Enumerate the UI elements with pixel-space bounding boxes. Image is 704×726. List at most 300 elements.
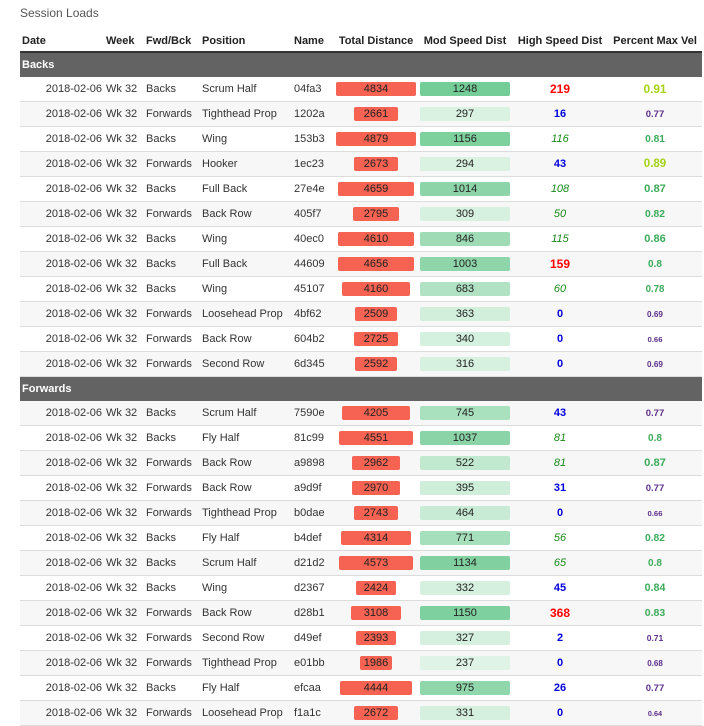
cell-high-speed-dist: 0 <box>512 302 608 327</box>
cell-mod-speed-dist <box>418 626 512 651</box>
cell-position: Second Row <box>200 352 292 377</box>
cell-name: 45107 <box>292 277 334 302</box>
cell-name: e01bb <box>292 651 334 676</box>
cell-high-speed-dist: 81 <box>512 451 608 476</box>
cell-mod-speed-dist <box>418 526 512 551</box>
cell-fwd-bck: Backs <box>144 77 200 102</box>
cell-position: Full Back <box>200 177 292 202</box>
cell-name: d21d2 <box>292 551 334 576</box>
mod-speed-dist-bar: 1134 <box>420 556 510 570</box>
cell-name: d49ef <box>292 626 334 651</box>
table-row[interactable] <box>20 426 702 451</box>
cell-week: Wk 32 <box>104 202 144 227</box>
cell-total-distance <box>334 152 418 177</box>
cell-name: 604b2 <box>292 327 334 352</box>
cell-week: Wk 32 <box>104 426 144 451</box>
cell-date: 2018-02-06 <box>20 302 104 327</box>
cell-mod-speed-dist <box>418 227 512 252</box>
cell-percent-max-vel: 0.82 <box>608 202 702 227</box>
total-distance-bar: 4834 <box>336 82 415 96</box>
cell-mod-speed-dist <box>418 501 512 526</box>
table-row[interactable] <box>20 127 702 152</box>
cell-fwd-bck: Backs <box>144 252 200 277</box>
cell-high-speed-dist: 159 <box>512 252 608 277</box>
total-distance-bar: 4160 <box>342 282 410 296</box>
table-row[interactable] <box>20 476 702 501</box>
column-header-high-speed-dist[interactable]: High Speed Dist <box>512 30 608 52</box>
column-header-date[interactable]: Date <box>20 30 104 52</box>
cell-date: 2018-02-06 <box>20 327 104 352</box>
cell-total-distance <box>334 601 418 626</box>
cell-total-distance <box>334 102 418 127</box>
cell-mod-speed-dist <box>418 551 512 576</box>
total-distance-bar: 2743 <box>354 506 399 520</box>
cell-percent-max-vel: 0.8 <box>608 551 702 576</box>
cell-week: Wk 32 <box>104 302 144 327</box>
group-label: Forwards <box>20 377 702 402</box>
cell-mod-speed-dist <box>418 401 512 426</box>
cell-name: 4bf62 <box>292 302 334 327</box>
cell-week: Wk 32 <box>104 352 144 377</box>
total-distance-bar: 2673 <box>354 157 398 171</box>
cell-fwd-bck: Backs <box>144 227 200 252</box>
cell-percent-max-vel: 0.68 <box>608 651 702 676</box>
cell-position: Wing <box>200 576 292 601</box>
mod-speed-dist-bar: 340 <box>420 332 510 346</box>
total-distance-bar: 2970 <box>352 481 401 495</box>
cell-date: 2018-02-06 <box>20 451 104 476</box>
column-header-fwd-bck[interactable]: Fwd/Bck <box>144 30 200 52</box>
mod-speed-dist-bar: 464 <box>420 506 510 520</box>
cell-high-speed-dist: 219 <box>512 77 608 102</box>
cell-week: Wk 32 <box>104 676 144 701</box>
mod-speed-dist-bar: 1037 <box>420 431 510 445</box>
cell-position: Back Row <box>200 202 292 227</box>
cell-position: Scrum Half <box>200 77 292 102</box>
table-row[interactable] <box>20 501 702 526</box>
total-distance-bar: 4314 <box>341 531 412 545</box>
cell-week: Wk 32 <box>104 152 144 177</box>
cell-position: Scrum Half <box>200 401 292 426</box>
cell-total-distance <box>334 626 418 651</box>
group-label: Backs <box>20 52 702 77</box>
cell-week: Wk 32 <box>104 277 144 302</box>
total-distance-bar: 2393 <box>356 631 395 645</box>
mod-speed-dist-bar: 846 <box>420 232 510 246</box>
total-distance-bar: 2962 <box>352 456 401 470</box>
cell-fwd-bck: Forwards <box>144 152 200 177</box>
cell-percent-max-vel: 0.87 <box>608 177 702 202</box>
cell-week: Wk 32 <box>104 177 144 202</box>
group-header-row <box>20 377 702 402</box>
total-distance-bar: 4551 <box>339 431 414 445</box>
cell-total-distance <box>334 352 418 377</box>
cell-date: 2018-02-06 <box>20 626 104 651</box>
cell-date: 2018-02-06 <box>20 551 104 576</box>
cell-name: f1a1c <box>292 701 334 726</box>
cell-mod-speed-dist <box>418 302 512 327</box>
table-row[interactable] <box>20 626 702 651</box>
cell-total-distance <box>334 451 418 476</box>
cell-name: 153b3 <box>292 127 334 152</box>
total-distance-bar: 2795 <box>353 207 399 221</box>
cell-total-distance <box>334 227 418 252</box>
table-row[interactable] <box>20 526 702 551</box>
cell-percent-max-vel: 0.82 <box>608 526 702 551</box>
cell-week: Wk 32 <box>104 651 144 676</box>
cell-position: Tighthead Prop <box>200 501 292 526</box>
table-row[interactable] <box>20 651 702 676</box>
mod-speed-dist-bar: 316 <box>420 357 510 371</box>
cell-week: Wk 32 <box>104 701 144 726</box>
cell-total-distance <box>334 501 418 526</box>
cell-position: Loosehead Prop <box>200 701 292 726</box>
cell-mod-speed-dist <box>418 601 512 626</box>
cell-fwd-bck: Forwards <box>144 102 200 127</box>
mod-speed-dist-bar: 332 <box>420 581 510 595</box>
table-row[interactable] <box>20 327 702 352</box>
cell-percent-max-vel: 0.81 <box>608 127 702 152</box>
cell-name: a9d9f <box>292 476 334 501</box>
cell-date: 2018-02-06 <box>20 576 104 601</box>
cell-high-speed-dist: 43 <box>512 152 608 177</box>
cell-percent-max-vel: 0.69 <box>608 352 702 377</box>
cell-date: 2018-02-06 <box>20 426 104 451</box>
cell-fwd-bck: Backs <box>144 576 200 601</box>
mod-speed-dist-bar: 309 <box>420 207 510 221</box>
cell-name: 27e4e <box>292 177 334 202</box>
cell-percent-max-vel: 0.69 <box>608 302 702 327</box>
cell-fwd-bck: Forwards <box>144 501 200 526</box>
cell-percent-max-vel: 0.78 <box>608 277 702 302</box>
cell-fwd-bck: Forwards <box>144 476 200 501</box>
mod-speed-dist-bar: 327 <box>420 631 510 645</box>
mod-speed-dist-bar: 522 <box>420 456 510 470</box>
cell-high-speed-dist: 65 <box>512 551 608 576</box>
cell-mod-speed-dist <box>418 252 512 277</box>
cell-percent-max-vel: 0.71 <box>608 626 702 651</box>
mod-speed-dist-bar: 1150 <box>420 606 510 620</box>
cell-total-distance <box>334 426 418 451</box>
table-row[interactable] <box>20 152 702 177</box>
cell-name: 1202a <box>292 102 334 127</box>
cell-week: Wk 32 <box>104 601 144 626</box>
cell-date: 2018-02-06 <box>20 227 104 252</box>
cell-name: 405f7 <box>292 202 334 227</box>
mod-speed-dist-bar: 975 <box>420 681 510 695</box>
cell-week: Wk 32 <box>104 401 144 426</box>
table-row[interactable] <box>20 202 702 227</box>
cell-week: Wk 32 <box>104 551 144 576</box>
cell-high-speed-dist: 368 <box>512 601 608 626</box>
total-distance-bar: 4659 <box>338 182 414 196</box>
cell-percent-max-vel: 0.77 <box>608 401 702 426</box>
column-header-total-distance[interactable]: Total Distance <box>334 30 418 52</box>
cell-fwd-bck: Forwards <box>144 451 200 476</box>
cell-week: Wk 32 <box>104 451 144 476</box>
cell-week: Wk 32 <box>104 327 144 352</box>
cell-position: Fly Half <box>200 426 292 451</box>
cell-week: Wk 32 <box>104 526 144 551</box>
total-distance-bar: 2661 <box>354 107 398 121</box>
cell-fwd-bck: Backs <box>144 127 200 152</box>
cell-total-distance <box>334 676 418 701</box>
cell-date: 2018-02-06 <box>20 352 104 377</box>
table-row[interactable] <box>20 352 702 377</box>
cell-percent-max-vel: 0.77 <box>608 102 702 127</box>
cell-name: b0dae <box>292 501 334 526</box>
cell-total-distance <box>334 252 418 277</box>
cell-percent-max-vel: 0.8 <box>608 426 702 451</box>
cell-position: Back Row <box>200 601 292 626</box>
cell-mod-speed-dist <box>418 277 512 302</box>
mod-speed-dist-bar: 363 <box>420 307 510 321</box>
cell-fwd-bck: Forwards <box>144 352 200 377</box>
table-row[interactable] <box>20 227 702 252</box>
total-distance-bar: 2509 <box>355 307 396 321</box>
cell-fwd-bck: Backs <box>144 277 200 302</box>
cell-fwd-bck: Forwards <box>144 651 200 676</box>
cell-high-speed-dist: 60 <box>512 277 608 302</box>
cell-total-distance <box>334 476 418 501</box>
cell-week: Wk 32 <box>104 252 144 277</box>
cell-position: Hooker <box>200 152 292 177</box>
cell-mod-speed-dist <box>418 352 512 377</box>
cell-percent-max-vel: 0.89 <box>608 152 702 177</box>
cell-total-distance <box>334 526 418 551</box>
total-distance-bar: 2672 <box>354 706 398 720</box>
cell-date: 2018-02-06 <box>20 676 104 701</box>
cell-percent-max-vel: 0.64 <box>608 701 702 726</box>
cell-week: Wk 32 <box>104 77 144 102</box>
page-title: Session Loads <box>20 6 99 20</box>
mod-speed-dist-bar: 1156 <box>420 132 510 146</box>
column-header-week[interactable]: Week <box>104 30 144 52</box>
column-header-mod-speed-dist[interactable]: Mod Speed Dist <box>418 30 512 52</box>
cell-week: Wk 32 <box>104 476 144 501</box>
table-row[interactable] <box>20 77 702 102</box>
cell-high-speed-dist: 43 <box>512 401 608 426</box>
table-row[interactable] <box>20 451 702 476</box>
mod-speed-dist-bar: 1014 <box>420 182 510 196</box>
cell-high-speed-dist: 0 <box>512 701 608 726</box>
total-distance-bar: 2592 <box>355 357 397 371</box>
mod-speed-dist-bar: 294 <box>420 157 510 171</box>
cell-position: Wing <box>200 227 292 252</box>
cell-total-distance <box>334 551 418 576</box>
cell-total-distance <box>334 327 418 352</box>
cell-date: 2018-02-06 <box>20 501 104 526</box>
total-distance-bar: 4610 <box>338 232 414 246</box>
cell-percent-max-vel: 0.66 <box>608 501 702 526</box>
cell-high-speed-dist: 31 <box>512 476 608 501</box>
cell-percent-max-vel: 0.77 <box>608 676 702 701</box>
cell-date: 2018-02-06 <box>20 102 104 127</box>
total-distance-bar: 4879 <box>336 132 416 146</box>
cell-high-speed-dist: 81 <box>512 426 608 451</box>
cell-week: Wk 32 <box>104 127 144 152</box>
cell-total-distance <box>334 651 418 676</box>
cell-high-speed-dist: 115 <box>512 227 608 252</box>
cell-total-distance <box>334 127 418 152</box>
cell-total-distance <box>334 576 418 601</box>
cell-name: b4def <box>292 526 334 551</box>
cell-position: Loosehead Prop <box>200 302 292 327</box>
cell-name: 44609 <box>292 252 334 277</box>
cell-fwd-bck: Forwards <box>144 701 200 726</box>
cell-fwd-bck: Backs <box>144 401 200 426</box>
mod-speed-dist-bar: 297 <box>420 107 510 121</box>
cell-name: 04fa3 <box>292 77 334 102</box>
cell-date: 2018-02-06 <box>20 202 104 227</box>
total-distance-bar: 2725 <box>354 332 399 346</box>
table-row[interactable] <box>20 601 702 626</box>
cell-mod-speed-dist <box>418 77 512 102</box>
cell-percent-max-vel: 0.84 <box>608 576 702 601</box>
cell-high-speed-dist: 56 <box>512 526 608 551</box>
cell-name: efcaa <box>292 676 334 701</box>
cell-fwd-bck: Backs <box>144 551 200 576</box>
table-row[interactable] <box>20 576 702 601</box>
column-header-position[interactable]: Position <box>200 30 292 52</box>
table-row[interactable] <box>20 177 702 202</box>
cell-name: 6d345 <box>292 352 334 377</box>
cell-position: Fly Half <box>200 526 292 551</box>
cell-high-speed-dist: 116 <box>512 127 608 152</box>
cell-position: Second Row <box>200 626 292 651</box>
mod-speed-dist-bar: 331 <box>420 706 510 720</box>
mod-speed-dist-bar: 683 <box>420 282 510 296</box>
total-distance-bar: 4444 <box>340 681 413 695</box>
cell-name: a9898 <box>292 451 334 476</box>
column-header-name[interactable]: Name <box>292 30 334 52</box>
total-distance-bar: 2424 <box>356 581 396 595</box>
table-row[interactable] <box>20 102 702 127</box>
table-row[interactable] <box>20 252 702 277</box>
cell-date: 2018-02-06 <box>20 701 104 726</box>
mod-speed-dist-bar: 395 <box>420 481 510 495</box>
cell-percent-max-vel: 0.77 <box>608 476 702 501</box>
cell-date: 2018-02-06 <box>20 601 104 626</box>
cell-position: Back Row <box>200 476 292 501</box>
cell-high-speed-dist: 26 <box>512 676 608 701</box>
mod-speed-dist-bar: 1003 <box>420 257 510 271</box>
mod-speed-dist-bar: 745 <box>420 406 510 420</box>
cell-position: Full Back <box>200 252 292 277</box>
cell-date: 2018-02-06 <box>20 152 104 177</box>
table-row[interactable] <box>20 277 702 302</box>
mod-speed-dist-bar: 237 <box>420 656 510 670</box>
cell-date: 2018-02-06 <box>20 526 104 551</box>
cell-percent-max-vel: 0.66 <box>608 327 702 352</box>
total-distance-bar: 4573 <box>339 556 414 570</box>
cell-mod-speed-dist <box>418 177 512 202</box>
cell-name: d2367 <box>292 576 334 601</box>
table-row[interactable] <box>20 401 702 426</box>
cell-date: 2018-02-06 <box>20 127 104 152</box>
cell-fwd-bck: Backs <box>144 676 200 701</box>
header-row <box>20 30 702 52</box>
cell-fwd-bck: Forwards <box>144 601 200 626</box>
cell-percent-max-vel: 0.8 <box>608 252 702 277</box>
cell-mod-speed-dist <box>418 152 512 177</box>
cell-position: Tighthead Prop <box>200 102 292 127</box>
cell-position: Back Row <box>200 451 292 476</box>
cell-percent-max-vel: 0.87 <box>608 451 702 476</box>
table-row[interactable] <box>20 551 702 576</box>
cell-high-speed-dist: 2 <box>512 626 608 651</box>
mod-speed-dist-bar: 771 <box>420 531 510 545</box>
cell-position: Back Row <box>200 327 292 352</box>
cell-total-distance <box>334 202 418 227</box>
total-distance-bar: 4205 <box>342 406 411 420</box>
cell-mod-speed-dist <box>418 102 512 127</box>
cell-position: Tighthead Prop <box>200 651 292 676</box>
cell-high-speed-dist: 50 <box>512 202 608 227</box>
mod-speed-dist-bar: 1248 <box>420 82 510 96</box>
cell-fwd-bck: Backs <box>144 426 200 451</box>
cell-date: 2018-02-06 <box>20 277 104 302</box>
cell-high-speed-dist: 0 <box>512 501 608 526</box>
cell-mod-speed-dist <box>418 676 512 701</box>
cell-name: 81c99 <box>292 426 334 451</box>
cell-percent-max-vel: 0.83 <box>608 601 702 626</box>
cell-fwd-bck: Forwards <box>144 626 200 651</box>
cell-name: d28b1 <box>292 601 334 626</box>
cell-week: Wk 32 <box>104 102 144 127</box>
cell-name: 40ec0 <box>292 227 334 252</box>
cell-total-distance <box>334 277 418 302</box>
cell-percent-max-vel: 0.91 <box>608 77 702 102</box>
cell-high-speed-dist: 0 <box>512 352 608 377</box>
cell-total-distance <box>334 77 418 102</box>
cell-mod-speed-dist <box>418 426 512 451</box>
cell-date: 2018-02-06 <box>20 651 104 676</box>
cell-fwd-bck: Forwards <box>144 302 200 327</box>
cell-date: 2018-02-06 <box>20 177 104 202</box>
cell-week: Wk 32 <box>104 227 144 252</box>
cell-fwd-bck: Backs <box>144 177 200 202</box>
cell-name: 1ec23 <box>292 152 334 177</box>
cell-total-distance <box>334 302 418 327</box>
table-row[interactable] <box>20 676 702 701</box>
cell-date: 2018-02-06 <box>20 252 104 277</box>
cell-date: 2018-02-06 <box>20 476 104 501</box>
cell-mod-speed-dist <box>418 327 512 352</box>
cell-mod-speed-dist <box>418 451 512 476</box>
cell-week: Wk 32 <box>104 626 144 651</box>
total-distance-bar: 3108 <box>351 606 402 620</box>
cell-total-distance <box>334 401 418 426</box>
cell-high-speed-dist: 45 <box>512 576 608 601</box>
cell-mod-speed-dist <box>418 651 512 676</box>
session-loads-table <box>20 30 702 726</box>
cell-mod-speed-dist <box>418 476 512 501</box>
cell-position: Fly Half <box>200 676 292 701</box>
cell-position: Scrum Half <box>200 551 292 576</box>
cell-high-speed-dist: 108 <box>512 177 608 202</box>
cell-position: Wing <box>200 277 292 302</box>
cell-date: 2018-02-06 <box>20 77 104 102</box>
total-distance-bar: 1986 <box>360 656 393 670</box>
cell-date: 2018-02-06 <box>20 401 104 426</box>
total-distance-bar: 4656 <box>338 257 414 271</box>
table-row[interactable] <box>20 302 702 327</box>
cell-total-distance <box>334 177 418 202</box>
column-header-percent-max-vel[interactable]: Percent Max Vel <box>608 30 702 52</box>
cell-week: Wk 32 <box>104 501 144 526</box>
cell-high-speed-dist: 16 <box>512 102 608 127</box>
